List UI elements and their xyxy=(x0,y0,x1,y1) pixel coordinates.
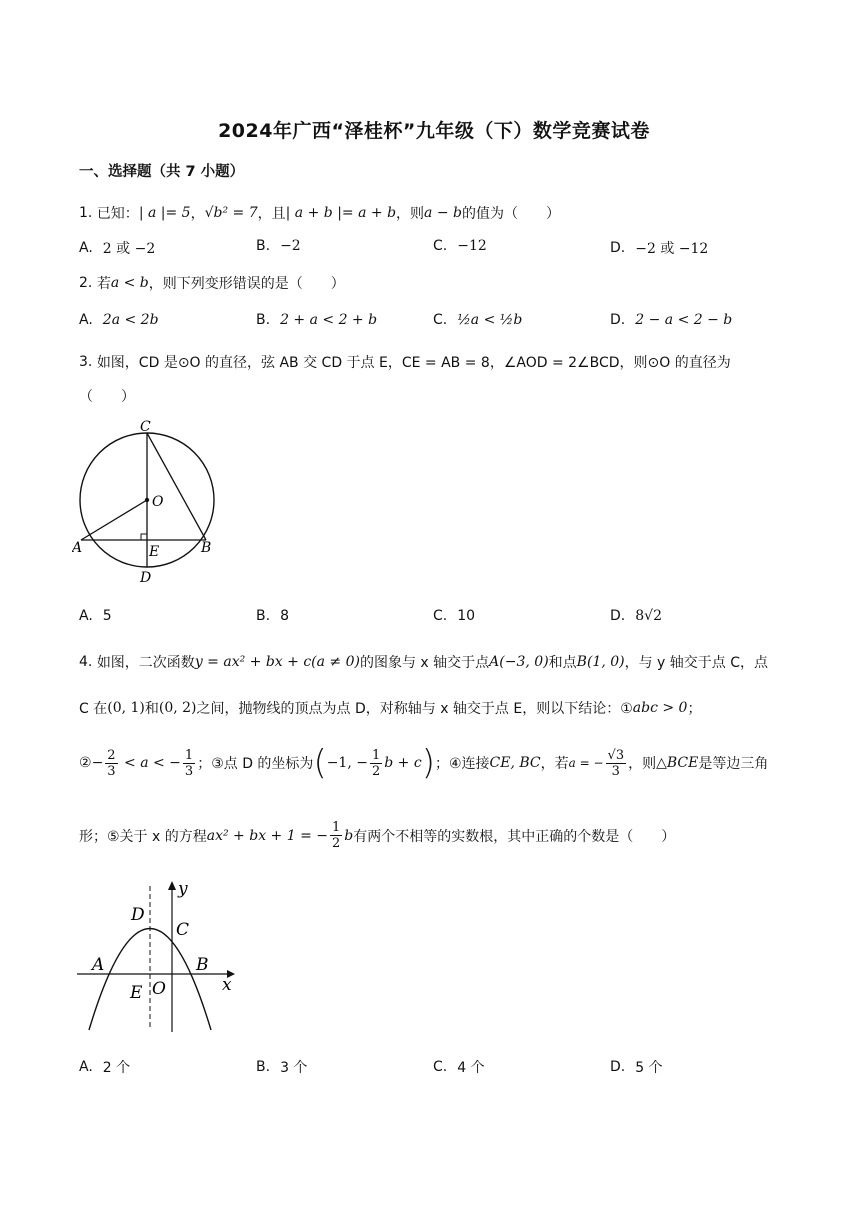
q4-label-b: B xyxy=(196,955,209,975)
q3-center-dot xyxy=(145,498,149,502)
q4-fraction: $\frac{1}{2}$ xyxy=(371,747,381,779)
q2-option-a[interactable]: A. 2a < 2b xyxy=(79,312,159,328)
q4-text: 形；⑤关于 x 的方程 xyxy=(79,828,207,845)
q4-point: (0, 1) xyxy=(107,700,145,716)
q3-label-b: B xyxy=(201,540,212,556)
q3-circle-figure xyxy=(72,414,222,594)
q4-point-b: B(1, 0) xyxy=(576,654,625,670)
q4-text: C 在 xyxy=(79,701,108,717)
question-4-line-4 xyxy=(79,820,675,851)
q1-condition-2: √b² = 7 xyxy=(204,205,258,221)
q4-text: ；④连接 xyxy=(434,756,490,772)
question-4-line-1 xyxy=(79,652,768,672)
question-1-stem: 1. 已知： | a |= 5 ， √b² = 7 ，且 | a + b |= a + b ，则 a − b 的值为（ ） xyxy=(79,205,560,222)
q4-fraction: $\frac{2}{3}$ xyxy=(107,747,116,779)
q3-label-a: A xyxy=(72,540,83,556)
q3-answer-paren: （ ） xyxy=(79,389,135,405)
q1-option-d[interactable]: D. −2 或 −12 xyxy=(610,240,709,257)
q4-label-o: O xyxy=(152,979,166,999)
q1-expression: a − b xyxy=(424,205,462,221)
q4-fraction: $\frac{1}{2}$ xyxy=(332,820,341,851)
question-4-line-3: ② − $\frac{2}{3}$ < a < − $\frac{1}{3}$ ；③点 D 的坐标为 ( −1, − $\frac{1}{2}$ b + c ) ；④连接 CE, BC ，若 a = − $\frac{√3}{3}$ ，则 △BCE 是等边三角 xyxy=(79,743,769,783)
q2-option-d[interactable]: D. 2 − a < 2 − b xyxy=(610,312,733,328)
q4-text: ，若 xyxy=(540,756,569,772)
q3-option-a[interactable]: A. 5 xyxy=(79,608,112,624)
q4-text: ；③点 D 的坐标为 xyxy=(197,756,314,772)
q4-text: 和 xyxy=(144,701,159,717)
q4-text: 之间，抛物线的顶点为点 D，对称轴与 x 轴交于点 E，则以下结论：① xyxy=(196,701,633,717)
q4-point: (0, 2) xyxy=(158,700,197,716)
q3-segment-ao xyxy=(81,500,147,540)
q4-function: y = ax² + bx + c(a ≠ 0) xyxy=(194,654,360,670)
q4-label-y: y xyxy=(178,879,188,899)
q4-text: ，与 y 轴交于点 C，点 xyxy=(624,655,769,671)
q2-condition: a < b xyxy=(110,275,149,291)
q1-option-a[interactable]: A. 2 或 −2 xyxy=(79,240,156,257)
q2-option-c[interactable]: C. ½a < ½b xyxy=(433,312,523,328)
question-4-line-2 xyxy=(79,698,701,718)
q4-label-c: C xyxy=(176,920,190,940)
q4-label-e: E xyxy=(130,983,143,1003)
q4-option-d[interactable]: D. 5 个 xyxy=(610,1059,663,1076)
q4-text: 和点 xyxy=(548,655,577,671)
q3-segment-cb xyxy=(147,433,206,540)
q3-option-c[interactable]: C. 10 xyxy=(433,608,476,624)
q1-option-b[interactable]: B. −2 xyxy=(256,238,301,254)
q3-label-c: C xyxy=(140,419,151,435)
q1-option-c[interactable]: C. −12 xyxy=(433,238,487,254)
q3-number: 3. xyxy=(79,354,93,370)
q3-text: 如图，CD 是⊙O 的直径，弦 AB 交 CD 于点 E，CE = AB = 8，∠AOD = 2∠BCD，则⊙O 的直径为 xyxy=(96,355,731,371)
q4-option-a[interactable]: A. 2 个 xyxy=(79,1059,131,1076)
q2-option-b[interactable]: B. 2 + a < 2 + b xyxy=(256,312,378,328)
question-2-stem xyxy=(79,273,345,293)
exam-title: 2024年广西“泽桂杯”九年级（下）数学竞赛试卷 xyxy=(218,120,650,142)
q4-label-a: A xyxy=(92,955,105,975)
q4-y-arrow xyxy=(168,881,176,890)
q4-text: 的图象与 x 轴交于点 xyxy=(359,655,490,671)
q4-fraction: $\frac{1}{3}$ xyxy=(184,747,194,779)
q4-option-c[interactable]: C. 4 个 xyxy=(433,1059,485,1076)
q4-a-value: a = − xyxy=(568,756,604,770)
q1-end: 的值为（ ） xyxy=(462,206,560,222)
q1-condition-1: | a |= 5 xyxy=(138,205,191,221)
q4-parabola-figure xyxy=(72,872,242,1042)
q4-segments: CE, BC xyxy=(489,755,541,771)
q3-right-angle-mark xyxy=(141,534,147,540)
q4-equation: b xyxy=(344,827,354,844)
q3-label-e: E xyxy=(149,544,160,560)
q4-label-d: D xyxy=(131,905,145,925)
q1-condition-3: | a + b |= a + b xyxy=(285,205,397,221)
q4-number: 4. xyxy=(79,654,93,670)
q4-equation: ax² + bx + 1 = − xyxy=(206,827,328,844)
question-3-stem xyxy=(79,352,731,372)
q1-tail: ，则 xyxy=(396,206,425,222)
q4-text: 有两个不相等的实数根，其中正确的个数是（ ） xyxy=(353,828,676,845)
q4-point-a: A(−3, 0) xyxy=(489,654,549,670)
section-heading: 一、选择题（共 7 小题） xyxy=(79,164,245,180)
q4-text: ② xyxy=(79,755,92,771)
q1-number: 1. xyxy=(79,205,93,221)
q4-text: 是等边三角 xyxy=(698,756,769,772)
q3-label-o: O xyxy=(152,494,164,510)
q4-label-x: x xyxy=(222,975,232,995)
q4-text: 如图，二次函数 xyxy=(96,655,195,671)
q1-prefix: 已知： xyxy=(96,206,139,222)
q4-fraction: $\frac{√3}{3}$ xyxy=(607,747,625,779)
q3-option-b[interactable]: B. 8 xyxy=(256,608,289,624)
q3-option-d[interactable]: D. 8√2 xyxy=(610,608,662,624)
q4-triangle: △BCE xyxy=(656,755,699,771)
q4-conclusion-1: abc > 0 xyxy=(632,700,688,716)
q4-text: ； xyxy=(687,701,702,717)
q1-mid: ，且 xyxy=(257,206,286,222)
q2-text-1: 若 xyxy=(96,276,111,292)
q4-option-b[interactable]: B. 3 个 xyxy=(256,1059,308,1076)
q2-text-2: ，则下列变形错误的是（ ） xyxy=(148,276,345,292)
q2-number: 2. xyxy=(79,275,93,291)
q3-label-d: D xyxy=(140,570,152,586)
q4-text: ，则 xyxy=(628,756,657,772)
